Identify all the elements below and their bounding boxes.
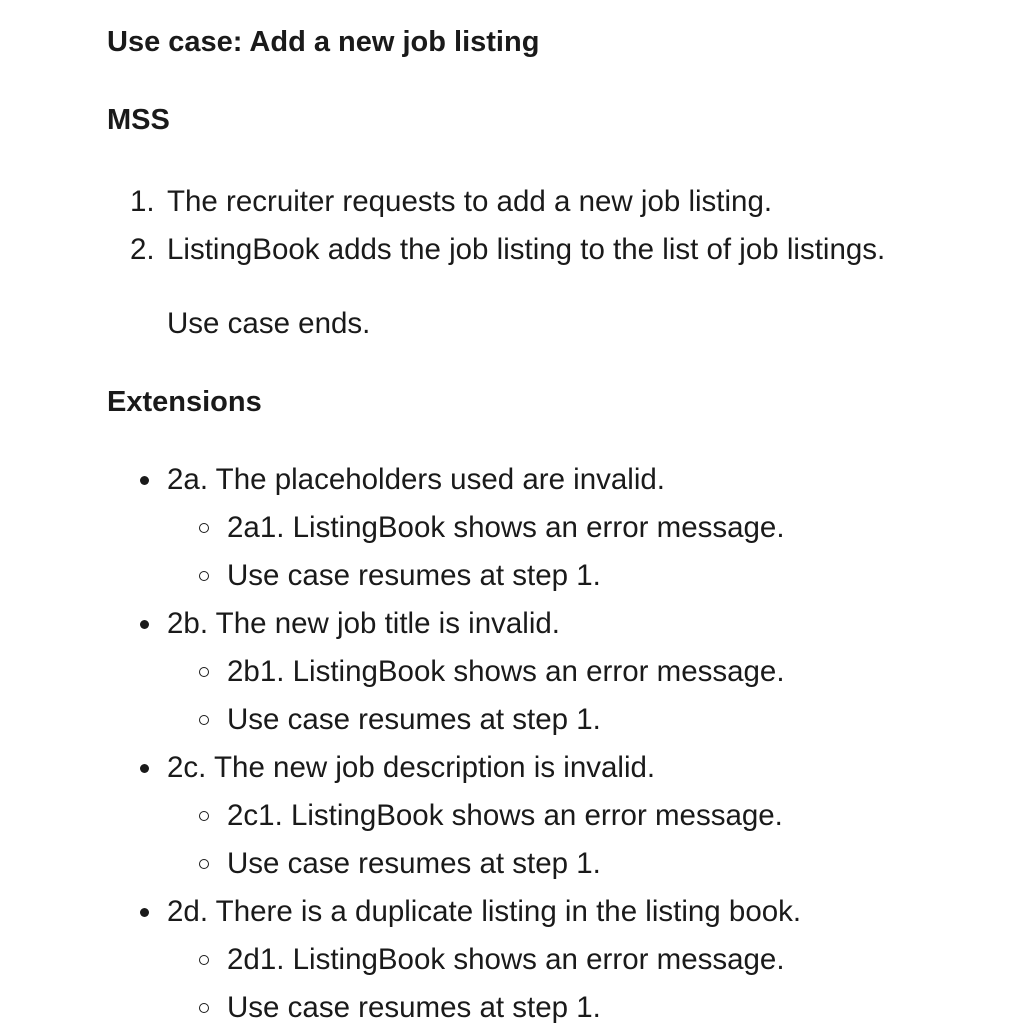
extension-sub-text: 2d1. ListingBook shows an error message. [227,943,785,976]
extension-sub-text: Use case resumes at step 1. [227,559,601,592]
bullet-circle-icon [199,715,209,725]
extension-sub-text: Use case resumes at step 1. [227,991,601,1024]
extension-text: 2a. The placeholders used are invalid. [167,463,665,496]
extension-sub-item [107,840,801,888]
mss-step-list [107,178,885,274]
bullet-disc-icon [140,476,149,485]
mss-step-text: The recruiter requests to add a new job listing. [167,185,773,218]
extension-sub-item [107,696,801,744]
extension-sub-text: Use case resumes at step 1. [227,847,601,880]
bullet-circle-icon [199,955,209,965]
extension-item [107,456,801,504]
mss-end-text: Use case ends. [167,307,371,340]
bullet-circle-icon [199,523,209,533]
bullet-circle-icon [199,1003,209,1013]
extension-sub-item [107,936,801,984]
extension-text: 2d. There is a duplicate listing in the listing book. [167,895,802,928]
extension-sub-item [107,648,801,696]
extension-sub-item [107,984,801,1032]
extension-text: 2c. The new job description is invalid. [167,751,656,784]
mss-heading: MSS [107,104,170,136]
extensions-heading: Extensions [107,386,262,418]
bullet-disc-icon [140,764,149,773]
extension-sub-item [107,504,801,552]
extension-sub-text: 2c1. ListingBook shows an error message. [227,799,783,832]
extension-sub-text: 2b1. ListingBook shows an error message. [227,655,785,688]
extension-sub-text: 2a1. ListingBook shows an error message. [227,511,785,544]
use-case-title: Use case: Add a new job listing [107,26,540,58]
bullet-circle-icon [199,571,209,581]
mss-step [107,178,885,226]
mss-step-number: 2. [130,233,155,266]
extension-sub-text: Use case resumes at step 1. [227,703,601,736]
extension-sub-item [107,792,801,840]
extension-item [107,888,801,936]
extension-item [107,744,801,792]
mss-step [107,226,885,274]
bullet-disc-icon [140,620,149,629]
bullet-disc-icon [140,908,149,917]
mss-step-number: 1. [130,185,155,218]
extensions-list [107,456,801,1032]
extension-item [107,600,801,648]
mss-step-text: ListingBook adds the job listing to the list of job listings. [167,233,886,266]
extension-text: 2b. The new job title is invalid. [167,607,561,640]
extension-sub-item [107,552,801,600]
bullet-circle-icon [199,859,209,869]
bullet-circle-icon [199,811,209,821]
bullet-circle-icon [199,667,209,677]
